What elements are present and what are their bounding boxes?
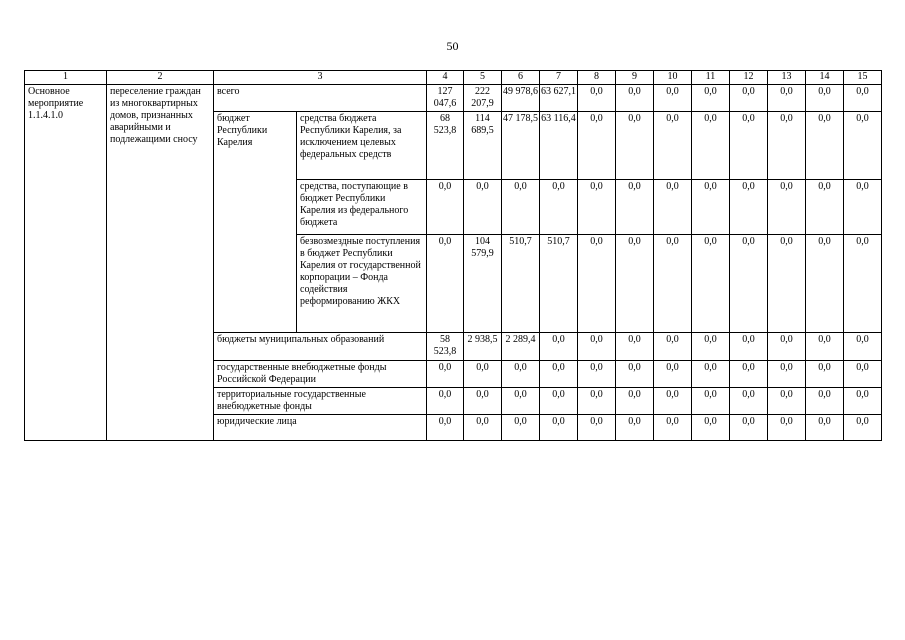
value-cell: 0,0 bbox=[654, 361, 692, 388]
value-cell: 0,0 bbox=[427, 180, 464, 235]
value-cell: 0,0 bbox=[730, 180, 768, 235]
value-cell: 0,0 bbox=[730, 112, 768, 180]
value-cell: 68 523,8 bbox=[427, 112, 464, 180]
value-cell: 0,0 bbox=[844, 361, 882, 388]
value-cell: 0,0 bbox=[768, 85, 806, 112]
value-cell: 2 289,4 bbox=[502, 333, 540, 361]
value-cell: 0,0 bbox=[502, 180, 540, 235]
value-cell: 0,0 bbox=[844, 388, 882, 415]
value-cell: 0,0 bbox=[692, 415, 730, 441]
value-cell: 0,0 bbox=[692, 112, 730, 180]
value-cell: 0,0 bbox=[730, 235, 768, 333]
value-cell: 0,0 bbox=[806, 85, 844, 112]
value-cell: 63 627,1 bbox=[540, 85, 578, 112]
value-cell: 0,0 bbox=[654, 180, 692, 235]
value-cell: 0,0 bbox=[730, 415, 768, 441]
value-cell: 0,0 bbox=[464, 415, 502, 441]
source-label: бюджеты муниципальных образований bbox=[214, 333, 427, 361]
column-header: 11 bbox=[692, 71, 730, 85]
value-cell: 0,0 bbox=[616, 361, 654, 388]
financing-table bbox=[24, 70, 882, 441]
value-cell: 0,0 bbox=[768, 112, 806, 180]
value-cell: 0,0 bbox=[806, 388, 844, 415]
value-cell: 0,0 bbox=[768, 361, 806, 388]
value-cell: 0,0 bbox=[540, 333, 578, 361]
value-cell: 0,0 bbox=[768, 180, 806, 235]
value-cell: 0,0 bbox=[806, 235, 844, 333]
value-cell: 0,0 bbox=[654, 85, 692, 112]
column-header: 13 bbox=[768, 71, 806, 85]
source-label: государственные внебюджетные фонды Российской Федерации bbox=[214, 361, 427, 388]
value-cell: 0,0 bbox=[730, 85, 768, 112]
value-cell: 0,0 bbox=[844, 85, 882, 112]
value-cell: 0,0 bbox=[578, 388, 616, 415]
value-cell: 510,7 bbox=[502, 235, 540, 333]
value-cell: 0,0 bbox=[730, 333, 768, 361]
source-label: средства, поступающие в бюджет Республики Карелия из федерального бюджета bbox=[297, 180, 427, 235]
value-cell: 0,0 bbox=[540, 180, 578, 235]
value-cell: 0,0 bbox=[654, 388, 692, 415]
column-header: 10 bbox=[654, 71, 692, 85]
page-number: 50 bbox=[446, 39, 459, 53]
budget-group-label: бюджет Республики Карелия bbox=[214, 112, 297, 333]
value-cell: 0,0 bbox=[768, 333, 806, 361]
value-cell: 0,0 bbox=[692, 180, 730, 235]
column-header: 5 bbox=[464, 71, 502, 85]
measure-name: переселение граждан из многоквартирных домов, признанных аварийными и подлежащими сносу bbox=[107, 85, 214, 441]
value-cell: 0,0 bbox=[616, 180, 654, 235]
value-cell: 0,0 bbox=[502, 415, 540, 441]
value-cell: 47 178,5 bbox=[502, 112, 540, 180]
value-cell: 0,0 bbox=[692, 85, 730, 112]
value-cell: 0,0 bbox=[692, 388, 730, 415]
value-cell: 0,0 bbox=[806, 112, 844, 180]
value-cell: 0,0 bbox=[578, 415, 616, 441]
value-cell: 0,0 bbox=[464, 180, 502, 235]
value-cell: 0,0 bbox=[578, 112, 616, 180]
column-header: 4 bbox=[427, 71, 464, 85]
value-cell: 0,0 bbox=[844, 235, 882, 333]
table-row bbox=[25, 85, 882, 112]
value-cell: 0,0 bbox=[578, 85, 616, 112]
source-label: безвозмездные поступления в бюджет Республики Карелия от государственной корпорации – Фонда содействия реформированию ЖКХ bbox=[297, 235, 427, 333]
value-cell: 127 047,6 bbox=[427, 85, 464, 112]
source-label: всего bbox=[214, 85, 427, 112]
value-cell: 0,0 bbox=[654, 235, 692, 333]
value-cell: 0,0 bbox=[654, 112, 692, 180]
value-cell: 0,0 bbox=[578, 180, 616, 235]
column-header: 1 bbox=[25, 71, 107, 85]
source-label: территориальные государственные внебюджетные фонды bbox=[214, 388, 427, 415]
value-cell: 0,0 bbox=[768, 235, 806, 333]
column-header: 15 bbox=[844, 71, 882, 85]
column-header: 6 bbox=[502, 71, 540, 85]
value-cell: 2 938,5 bbox=[464, 333, 502, 361]
column-header: 2 bbox=[107, 71, 214, 85]
value-cell: 0,0 bbox=[427, 415, 464, 441]
header-row bbox=[25, 71, 882, 85]
value-cell: 0,0 bbox=[578, 235, 616, 333]
value-cell: 114 689,5 bbox=[464, 112, 502, 180]
column-header: 9 bbox=[616, 71, 654, 85]
column-header: 14 bbox=[806, 71, 844, 85]
value-cell: 0,0 bbox=[844, 180, 882, 235]
value-cell: 0,0 bbox=[806, 180, 844, 235]
value-cell: 0,0 bbox=[427, 388, 464, 415]
value-cell: 63 116,4 bbox=[540, 112, 578, 180]
value-cell: 0,0 bbox=[540, 388, 578, 415]
value-cell: 49 978,6 bbox=[502, 85, 540, 112]
value-cell: 0,0 bbox=[540, 361, 578, 388]
source-label: средства бюджета Республики Карелия, за исключением целевых федеральных средств bbox=[297, 112, 427, 180]
value-cell: 0,0 bbox=[616, 235, 654, 333]
value-cell: 0,0 bbox=[578, 333, 616, 361]
value-cell: 0,0 bbox=[427, 361, 464, 388]
value-cell: 0,0 bbox=[730, 388, 768, 415]
value-cell: 0,0 bbox=[806, 415, 844, 441]
value-cell: 0,0 bbox=[844, 333, 882, 361]
value-cell: 0,0 bbox=[692, 361, 730, 388]
value-cell: 0,0 bbox=[806, 333, 844, 361]
value-cell: 0,0 bbox=[616, 112, 654, 180]
value-cell: 0,0 bbox=[616, 388, 654, 415]
value-cell: 0,0 bbox=[616, 333, 654, 361]
value-cell: 104 579,9 bbox=[464, 235, 502, 333]
value-cell: 0,0 bbox=[692, 235, 730, 333]
value-cell: 58 523,8 bbox=[427, 333, 464, 361]
value-cell: 0,0 bbox=[730, 361, 768, 388]
value-cell: 0,0 bbox=[502, 388, 540, 415]
value-cell: 0,0 bbox=[616, 415, 654, 441]
column-header: 3 bbox=[214, 71, 427, 85]
value-cell: 0,0 bbox=[616, 85, 654, 112]
value-cell: 510,7 bbox=[540, 235, 578, 333]
value-cell: 0,0 bbox=[844, 415, 882, 441]
column-header: 7 bbox=[540, 71, 578, 85]
column-header: 8 bbox=[578, 71, 616, 85]
value-cell: 0,0 bbox=[654, 333, 692, 361]
value-cell: 0,0 bbox=[768, 415, 806, 441]
value-cell: 0,0 bbox=[654, 415, 692, 441]
source-label: юридические лица bbox=[214, 415, 427, 441]
measure-code: Основное мероприятие 1.1.4.1.0 bbox=[25, 85, 107, 441]
value-cell: 0,0 bbox=[692, 333, 730, 361]
column-header: 12 bbox=[730, 71, 768, 85]
value-cell: 222 207,9 bbox=[464, 85, 502, 112]
value-cell: 0,0 bbox=[806, 361, 844, 388]
value-cell: 0,0 bbox=[768, 388, 806, 415]
value-cell: 0,0 bbox=[502, 361, 540, 388]
value-cell: 0,0 bbox=[427, 235, 464, 333]
value-cell: 0,0 bbox=[844, 112, 882, 180]
value-cell: 0,0 bbox=[540, 415, 578, 441]
value-cell: 0,0 bbox=[578, 361, 616, 388]
value-cell: 0,0 bbox=[464, 361, 502, 388]
value-cell: 0,0 bbox=[464, 388, 502, 415]
